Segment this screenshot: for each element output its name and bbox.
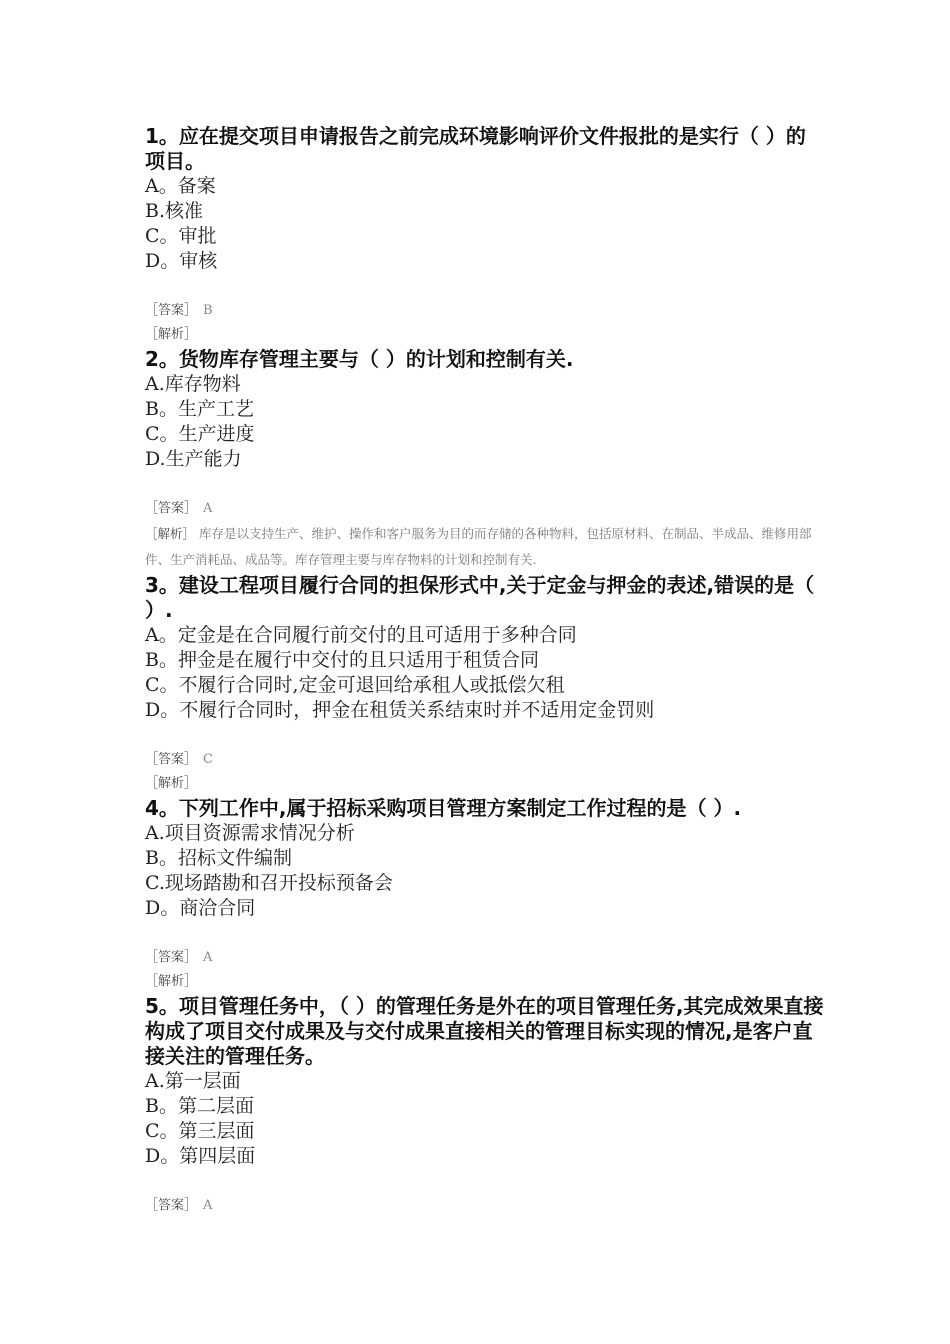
answer-line bbox=[145, 946, 825, 970]
option-list bbox=[145, 623, 825, 723]
option-a: A.项目资源需求情况分析 bbox=[145, 822, 355, 844]
spacer bbox=[145, 1169, 825, 1194]
spacer bbox=[145, 723, 825, 748]
explanation-label: ［解析］ bbox=[145, 974, 198, 989]
answer-label: ［答案］ bbox=[145, 1198, 198, 1213]
spacer bbox=[145, 472, 825, 497]
answer-line bbox=[145, 497, 825, 521]
option-a: A.库存物料 bbox=[145, 373, 241, 395]
question-stem: 4。下列工作中,属于招标采购项目管理方案制定工作过程的是（ ）. bbox=[145, 796, 742, 820]
document-page bbox=[145, 124, 825, 1218]
question-stem: 2。货物库存管理主要与（ ）的计划和控制有关. bbox=[145, 347, 574, 371]
explanation-text: 库存是以支持生产、维护、操作和客户服务为目的而存储的各种物料，包括原材料、在制品、半成品、维修用部件、生产消耗品、成品等。库存管理主要与库存物料的计划和控制有关. bbox=[145, 526, 812, 567]
option-d: D。商洽合同 bbox=[145, 897, 256, 919]
explanation-line bbox=[145, 521, 825, 573]
option-d: D。审核 bbox=[145, 250, 218, 272]
answer-value: C bbox=[203, 752, 213, 767]
option-list bbox=[145, 1069, 825, 1169]
option-a: A。备案 bbox=[145, 175, 216, 197]
answer-label: ［答案］ bbox=[145, 501, 198, 516]
answer-label: ［答案］ bbox=[145, 752, 198, 767]
question-2 bbox=[145, 347, 825, 573]
option-a: A。定金是在合同履行前交付的且可适用于多种合同 bbox=[145, 624, 577, 646]
option-b: B。押金是在履行中交付的且只适用于租赁合同 bbox=[145, 649, 539, 671]
option-c: C。第三层面 bbox=[145, 1120, 255, 1142]
question-1 bbox=[145, 124, 825, 347]
answer-value: A bbox=[203, 1198, 213, 1213]
option-list bbox=[145, 372, 825, 472]
option-c: C.现场踏勘和召开投标预备会 bbox=[145, 872, 393, 894]
option-d: D.生产能力 bbox=[145, 448, 242, 470]
question-stem: 5。项目管理任务中，（ ）的管理任务是外在的项目管理任务,其完成效果直接构成了项目交付成果及与交付成果直接相关的管理目标实现的情况,是客户直接关注的管理任务。 bbox=[145, 994, 824, 1068]
explanation-label: ［解析］ bbox=[145, 776, 198, 791]
option-c: C。审批 bbox=[145, 225, 217, 247]
option-b: B。第二层面 bbox=[145, 1095, 254, 1117]
answer-value: A bbox=[203, 501, 213, 516]
option-c: C。生产进度 bbox=[145, 423, 255, 445]
option-c: C。不履行合同时,定金可退回给承租人或抵偿欠租 bbox=[145, 674, 565, 696]
answer-line bbox=[145, 299, 825, 323]
answer-line bbox=[145, 748, 825, 772]
option-a: A.第一层面 bbox=[145, 1070, 241, 1092]
option-b: B.核准 bbox=[145, 200, 204, 222]
spacer bbox=[145, 274, 825, 299]
answer-value: B bbox=[203, 303, 213, 318]
option-d: D。不履行合同时，押金在租赁关系结束时并不适用定金罚则 bbox=[145, 699, 655, 721]
question-stem: 1。应在提交项目申请报告之前完成环境影响评价文件报批的是实行（ ）的项目。 bbox=[145, 124, 806, 173]
option-d: D。第四层面 bbox=[145, 1145, 256, 1167]
question-stem: 3。建设工程项目履行合同的担保形式中,关于定金与押金的表述,错误的是（ ）. bbox=[145, 573, 815, 622]
option-b: B。生产工艺 bbox=[145, 398, 254, 420]
question-4 bbox=[145, 796, 825, 994]
option-list bbox=[145, 174, 825, 274]
option-b: B。招标文件编制 bbox=[145, 847, 292, 869]
answer-line bbox=[145, 1194, 825, 1218]
question-3 bbox=[145, 573, 825, 796]
explanation-line bbox=[145, 772, 825, 796]
option-list bbox=[145, 821, 825, 921]
spacer bbox=[145, 921, 825, 946]
answer-label: ［答案］ bbox=[145, 303, 198, 318]
explanation-label: ［解析］ bbox=[145, 526, 196, 541]
question-5 bbox=[145, 994, 825, 1218]
answer-value: A bbox=[203, 950, 213, 965]
explanation-line bbox=[145, 323, 825, 347]
answer-label: ［答案］ bbox=[145, 950, 198, 965]
explanation-label: ［解析］ bbox=[145, 327, 198, 342]
explanation-line bbox=[145, 970, 825, 994]
